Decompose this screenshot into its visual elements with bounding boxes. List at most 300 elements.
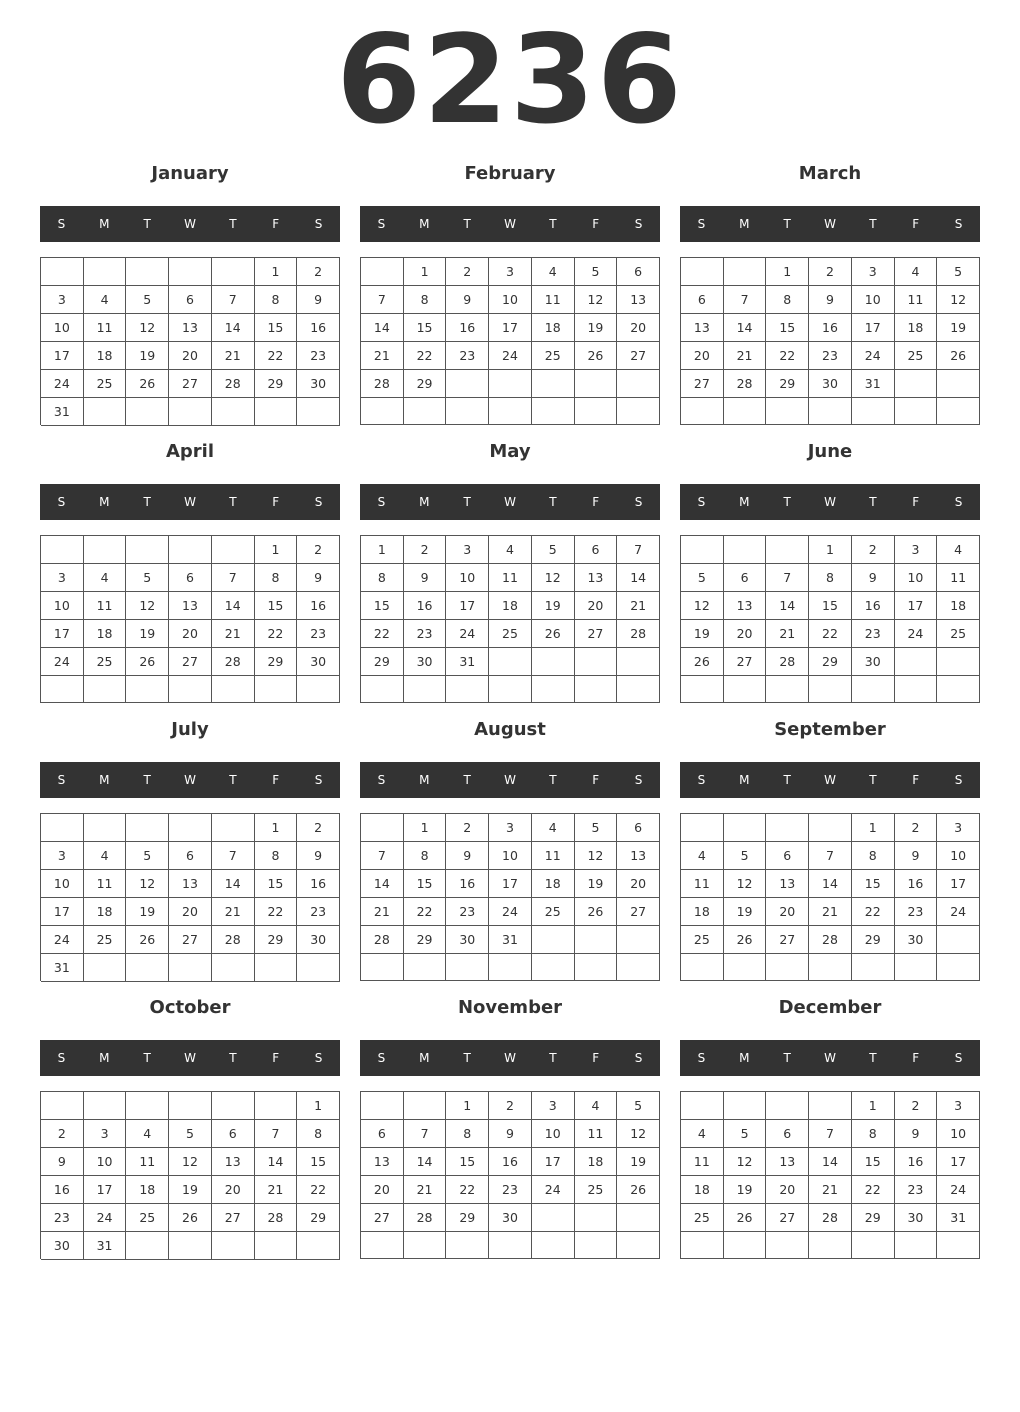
day-cell: 3 — [41, 842, 84, 870]
weekday-label: S — [377, 1051, 386, 1065]
day-cell: 24 — [937, 898, 980, 926]
day-cell: 3 — [41, 564, 84, 592]
empty-cell — [361, 814, 404, 842]
day-grid — [680, 813, 980, 981]
day-cell: 23 — [446, 898, 489, 926]
day-cell: 18 — [84, 342, 127, 370]
empty-cell — [404, 676, 447, 703]
weekday-label: S — [697, 217, 706, 231]
day-grid — [360, 1091, 660, 1259]
day-cell: 29 — [809, 648, 852, 676]
empty-cell — [41, 676, 84, 703]
day-cell: 31 — [489, 926, 532, 954]
day-cell: 5 — [617, 1092, 660, 1120]
day-cell: 28 — [361, 370, 404, 398]
day-cell: 26 — [126, 648, 169, 676]
weekday-label: W — [184, 217, 196, 231]
day-cell: 4 — [532, 814, 575, 842]
day-cell: 4 — [532, 258, 575, 286]
empty-cell — [532, 926, 575, 954]
day-cell: 28 — [809, 1204, 852, 1232]
day-cell: 21 — [809, 1176, 852, 1204]
day-cell: 16 — [446, 314, 489, 342]
day-cell: 7 — [255, 1120, 298, 1148]
day-cell: 8 — [255, 286, 298, 314]
day-cell: 10 — [895, 564, 938, 592]
day-cell: 6 — [212, 1120, 255, 1148]
day-cell: 26 — [724, 926, 767, 954]
day-cell: 27 — [617, 342, 660, 370]
day-cell: 4 — [489, 536, 532, 564]
weekday-label: S — [697, 495, 706, 509]
weekday-label: S — [697, 1051, 706, 1065]
day-cell: 11 — [681, 1148, 724, 1176]
day-cell: 22 — [361, 620, 404, 648]
empty-cell — [126, 1232, 169, 1260]
day-cell: 9 — [809, 286, 852, 314]
weekday-label: T — [783, 217, 791, 231]
weekday-label: W — [824, 773, 836, 787]
weekday-label: S — [954, 1051, 963, 1065]
weekday-label: T — [549, 495, 557, 509]
weekday-label: T — [229, 1051, 237, 1065]
day-cell: 15 — [852, 1148, 895, 1176]
day-cell: 10 — [84, 1148, 127, 1176]
day-cell: 24 — [532, 1176, 575, 1204]
day-cell: 26 — [126, 926, 169, 954]
day-cell: 3 — [532, 1092, 575, 1120]
weekday-label: T — [229, 773, 237, 787]
day-cell: 9 — [297, 564, 340, 592]
empty-cell — [724, 814, 767, 842]
day-cell: 1 — [852, 814, 895, 842]
day-cell: 5 — [724, 842, 767, 870]
empty-cell — [681, 536, 724, 564]
day-cell: 9 — [41, 1148, 84, 1176]
day-cell: 21 — [617, 592, 660, 620]
weekday-label: T — [783, 1051, 791, 1065]
day-cell: 17 — [937, 1148, 980, 1176]
day-cell: 11 — [84, 314, 127, 342]
day-cell: 16 — [809, 314, 852, 342]
day-cell: 2 — [446, 258, 489, 286]
empty-cell — [297, 398, 340, 426]
empty-cell — [617, 1204, 660, 1232]
empty-cell — [255, 1232, 298, 1260]
empty-cell — [617, 370, 660, 398]
day-cell: 3 — [852, 258, 895, 286]
day-cell: 18 — [575, 1148, 618, 1176]
day-cell: 14 — [809, 1148, 852, 1176]
empty-cell — [41, 258, 84, 286]
day-cell: 14 — [361, 314, 404, 342]
empty-cell — [617, 398, 660, 425]
weekday-label: S — [314, 773, 323, 787]
day-cell: 3 — [895, 536, 938, 564]
day-cell: 23 — [895, 898, 938, 926]
weekday-label: S — [634, 217, 643, 231]
day-cell: 28 — [212, 648, 255, 676]
empty-cell — [937, 398, 980, 425]
day-cell: 13 — [169, 592, 212, 620]
day-cell: 16 — [895, 870, 938, 898]
day-cell: 1 — [255, 814, 298, 842]
day-cell: 29 — [255, 926, 298, 954]
day-cell: 23 — [41, 1204, 84, 1232]
day-cell: 25 — [937, 620, 980, 648]
empty-cell — [724, 676, 767, 703]
day-cell: 15 — [809, 592, 852, 620]
day-cell: 6 — [766, 842, 809, 870]
weekday-label: S — [954, 495, 963, 509]
weekday-label: S — [377, 495, 386, 509]
day-cell: 8 — [404, 286, 447, 314]
day-cell: 17 — [937, 870, 980, 898]
day-cell: 25 — [895, 342, 938, 370]
day-cell: 29 — [852, 1204, 895, 1232]
day-cell: 14 — [617, 564, 660, 592]
day-cell: 17 — [446, 592, 489, 620]
weekday-label: M — [739, 495, 750, 509]
empty-cell — [169, 1232, 212, 1260]
day-cell: 24 — [937, 1176, 980, 1204]
day-cell: 14 — [212, 870, 255, 898]
day-cell: 3 — [41, 286, 84, 314]
month-name: November — [457, 997, 563, 1018]
day-cell: 9 — [297, 286, 340, 314]
empty-cell — [297, 676, 340, 703]
empty-cell — [297, 1232, 340, 1260]
day-cell: 13 — [681, 314, 724, 342]
day-cell: 30 — [852, 648, 895, 676]
day-cell: 26 — [724, 1204, 767, 1232]
day-cell: 9 — [446, 286, 489, 314]
day-cell: 8 — [255, 842, 298, 870]
day-cell: 19 — [724, 898, 767, 926]
empty-cell — [766, 676, 809, 703]
weekday-label: M — [99, 495, 110, 509]
month-name: April — [165, 441, 215, 462]
weekday-label: S — [634, 495, 643, 509]
day-cell: 23 — [446, 342, 489, 370]
weekday-label: W — [184, 1051, 196, 1065]
weekday-label: F — [592, 495, 600, 509]
empty-cell — [852, 1232, 895, 1259]
day-cell: 26 — [169, 1204, 212, 1232]
day-cell: 12 — [126, 592, 169, 620]
empty-cell — [724, 536, 767, 564]
day-cell: 25 — [84, 648, 127, 676]
empty-cell — [895, 676, 938, 703]
day-cell: 31 — [446, 648, 489, 676]
empty-cell — [489, 1232, 532, 1259]
empty-cell — [681, 398, 724, 425]
day-cell: 12 — [169, 1148, 212, 1176]
day-cell: 1 — [446, 1092, 489, 1120]
weekday-label: F — [592, 773, 600, 787]
weekday-header — [40, 762, 340, 798]
empty-cell — [489, 648, 532, 676]
day-cell: 25 — [681, 926, 724, 954]
empty-cell — [724, 258, 767, 286]
day-cell: 12 — [126, 314, 169, 342]
day-cell: 12 — [532, 564, 575, 592]
day-cell: 4 — [575, 1092, 618, 1120]
empty-cell — [41, 814, 84, 842]
empty-cell — [297, 954, 340, 982]
day-cell: 30 — [446, 926, 489, 954]
day-cell: 21 — [212, 898, 255, 926]
weekday-label: T — [463, 1051, 471, 1065]
day-cell: 27 — [681, 370, 724, 398]
day-cell: 21 — [809, 898, 852, 926]
empty-cell — [617, 1232, 660, 1259]
day-cell: 19 — [724, 1176, 767, 1204]
day-cell: 27 — [212, 1204, 255, 1232]
day-cell: 27 — [169, 926, 212, 954]
day-cell: 8 — [361, 564, 404, 592]
empty-cell — [937, 1232, 980, 1259]
day-cell: 18 — [532, 870, 575, 898]
weekday-label: S — [57, 1051, 66, 1065]
day-cell: 7 — [809, 842, 852, 870]
weekday-label: M — [419, 1051, 430, 1065]
day-cell: 10 — [489, 286, 532, 314]
empty-cell — [895, 398, 938, 425]
day-cell: 24 — [41, 648, 84, 676]
month-name: September — [774, 719, 886, 740]
empty-cell — [361, 258, 404, 286]
empty-cell — [41, 1092, 84, 1120]
weekday-label: M — [99, 1051, 110, 1065]
empty-cell — [681, 814, 724, 842]
weekday-header — [360, 1040, 660, 1076]
empty-cell — [255, 1092, 298, 1120]
weekday-label: S — [954, 773, 963, 787]
day-cell: 8 — [809, 564, 852, 592]
day-cell: 14 — [212, 314, 255, 342]
empty-cell — [681, 954, 724, 981]
empty-cell — [681, 676, 724, 703]
day-cell: 9 — [446, 842, 489, 870]
empty-cell — [169, 954, 212, 982]
day-cell: 31 — [852, 370, 895, 398]
day-cell: 16 — [895, 1148, 938, 1176]
day-cell: 27 — [575, 620, 618, 648]
day-cell: 16 — [404, 592, 447, 620]
day-cell: 23 — [297, 898, 340, 926]
day-cell: 17 — [41, 342, 84, 370]
day-cell: 10 — [41, 314, 84, 342]
day-cell: 22 — [809, 620, 852, 648]
day-cell: 27 — [169, 370, 212, 398]
empty-cell — [617, 926, 660, 954]
day-cell: 10 — [41, 870, 84, 898]
weekday-label: F — [592, 217, 600, 231]
day-cell: 16 — [297, 592, 340, 620]
day-cell: 26 — [126, 370, 169, 398]
day-cell: 11 — [681, 870, 724, 898]
month-name: December — [778, 997, 882, 1018]
empty-cell — [404, 954, 447, 981]
day-cell: 13 — [617, 842, 660, 870]
day-cell: 28 — [617, 620, 660, 648]
day-grid — [40, 535, 340, 703]
empty-cell — [852, 954, 895, 981]
day-cell: 7 — [724, 286, 767, 314]
empty-cell — [575, 398, 618, 425]
day-cell: 14 — [255, 1148, 298, 1176]
empty-cell — [361, 676, 404, 703]
empty-cell — [681, 1232, 724, 1259]
day-cell: 6 — [575, 536, 618, 564]
weekday-label: S — [634, 773, 643, 787]
day-cell: 25 — [84, 926, 127, 954]
day-grid — [40, 1091, 340, 1259]
day-cell: 14 — [212, 592, 255, 620]
day-cell: 3 — [446, 536, 489, 564]
day-cell: 6 — [169, 286, 212, 314]
day-cell: 2 — [489, 1092, 532, 1120]
weekday-header — [40, 484, 340, 520]
weekday-label: W — [504, 217, 516, 231]
day-cell: 12 — [681, 592, 724, 620]
day-cell: 15 — [255, 870, 298, 898]
day-cell: 19 — [937, 314, 980, 342]
day-cell: 7 — [766, 564, 809, 592]
weekday-label: F — [592, 1051, 600, 1065]
empty-cell — [681, 1092, 724, 1120]
weekday-label: T — [783, 773, 791, 787]
empty-cell — [212, 536, 255, 564]
weekday-label: F — [272, 495, 280, 509]
day-cell: 30 — [809, 370, 852, 398]
month-name: October — [149, 997, 231, 1018]
empty-cell — [446, 954, 489, 981]
day-cell: 18 — [895, 314, 938, 342]
day-cell: 2 — [297, 814, 340, 842]
weekday-label: M — [99, 773, 110, 787]
day-cell: 11 — [937, 564, 980, 592]
day-cell: 30 — [895, 926, 938, 954]
day-cell: 18 — [937, 592, 980, 620]
day-cell: 2 — [809, 258, 852, 286]
empty-cell — [361, 1232, 404, 1259]
empty-cell — [212, 258, 255, 286]
empty-cell — [489, 954, 532, 981]
day-cell: 1 — [297, 1092, 340, 1120]
day-cell: 26 — [681, 648, 724, 676]
empty-cell — [126, 536, 169, 564]
empty-cell — [126, 676, 169, 703]
day-cell: 20 — [169, 898, 212, 926]
day-cell: 29 — [361, 648, 404, 676]
weekday-label: F — [272, 773, 280, 787]
empty-cell — [126, 398, 169, 426]
weekday-header — [360, 206, 660, 242]
day-cell: 8 — [297, 1120, 340, 1148]
day-cell: 2 — [297, 258, 340, 286]
day-cell: 13 — [212, 1148, 255, 1176]
day-cell: 11 — [532, 842, 575, 870]
day-cell: 10 — [937, 1120, 980, 1148]
empty-cell — [532, 676, 575, 703]
weekday-label: W — [504, 495, 516, 509]
day-cell: 25 — [489, 620, 532, 648]
day-cell: 20 — [169, 342, 212, 370]
weekday-label: T — [869, 773, 877, 787]
weekday-label: W — [504, 1051, 516, 1065]
day-cell: 14 — [766, 592, 809, 620]
weekday-header — [360, 762, 660, 798]
day-cell: 24 — [41, 926, 84, 954]
day-cell: 17 — [852, 314, 895, 342]
day-cell: 24 — [489, 898, 532, 926]
day-cell: 1 — [255, 258, 298, 286]
day-cell: 15 — [446, 1148, 489, 1176]
empty-cell — [724, 1232, 767, 1259]
empty-cell — [766, 954, 809, 981]
day-cell: 26 — [575, 342, 618, 370]
day-cell: 29 — [404, 926, 447, 954]
day-cell: 7 — [212, 842, 255, 870]
day-cell: 13 — [169, 870, 212, 898]
empty-cell — [895, 1232, 938, 1259]
weekday-label: T — [229, 217, 237, 231]
empty-cell — [852, 676, 895, 703]
day-cell: 23 — [809, 342, 852, 370]
weekday-header — [40, 206, 340, 242]
day-grid — [40, 257, 340, 425]
month-name: July — [171, 719, 209, 740]
day-cell: 26 — [575, 898, 618, 926]
day-cell: 8 — [852, 842, 895, 870]
day-cell: 15 — [255, 592, 298, 620]
weekday-label: F — [272, 1051, 280, 1065]
day-cell: 16 — [446, 870, 489, 898]
empty-cell — [126, 954, 169, 982]
empty-cell — [255, 398, 298, 426]
day-cell: 1 — [404, 814, 447, 842]
day-cell: 22 — [446, 1176, 489, 1204]
day-cell: 27 — [766, 1204, 809, 1232]
empty-cell — [617, 648, 660, 676]
empty-cell — [84, 258, 127, 286]
empty-cell — [852, 398, 895, 425]
day-cell: 5 — [724, 1120, 767, 1148]
day-cell: 17 — [41, 620, 84, 648]
empty-cell — [212, 676, 255, 703]
empty-cell — [404, 398, 447, 425]
empty-cell — [489, 676, 532, 703]
weekday-label: T — [463, 217, 471, 231]
day-cell: 3 — [489, 258, 532, 286]
empty-cell — [169, 258, 212, 286]
day-cell: 14 — [404, 1148, 447, 1176]
day-cell: 9 — [297, 842, 340, 870]
day-cell: 20 — [617, 870, 660, 898]
day-cell: 13 — [617, 286, 660, 314]
day-cell: 21 — [255, 1176, 298, 1204]
day-cell: 2 — [852, 536, 895, 564]
day-cell: 23 — [297, 342, 340, 370]
empty-cell — [446, 370, 489, 398]
empty-cell — [446, 398, 489, 425]
day-cell: 21 — [212, 342, 255, 370]
day-cell: 10 — [41, 592, 84, 620]
weekday-label: S — [377, 217, 386, 231]
empty-cell — [766, 398, 809, 425]
